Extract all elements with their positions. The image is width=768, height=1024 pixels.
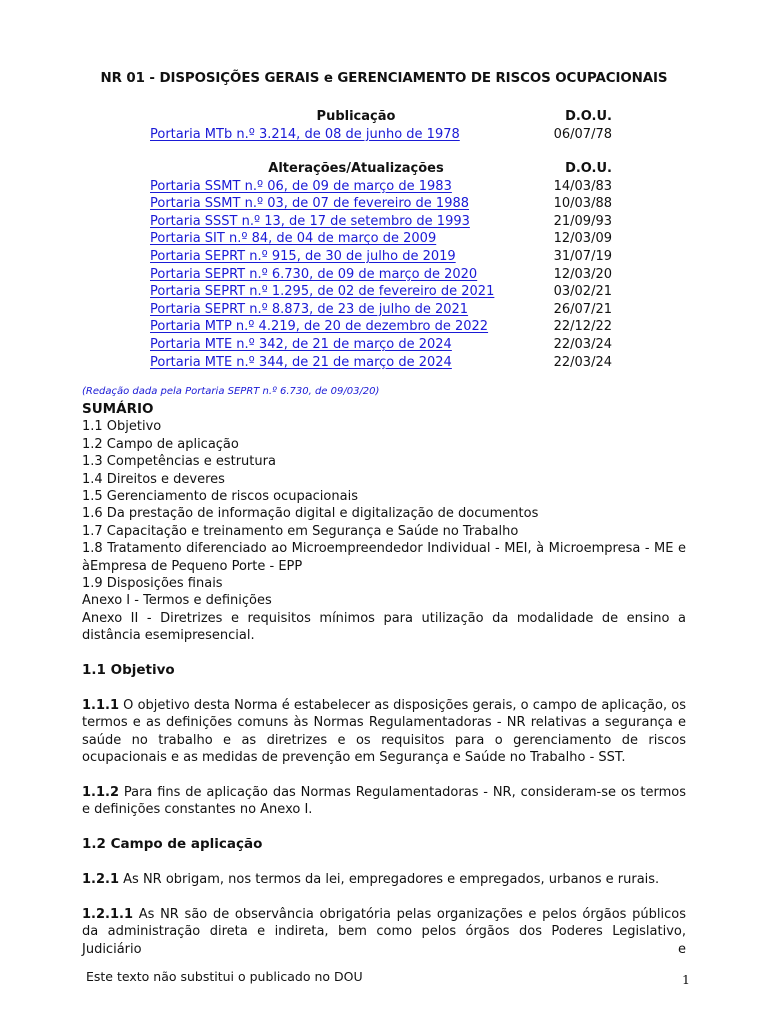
portaria-link[interactable]: Portaria MTE n.º 342, de 21 de março de 2024 [150, 336, 452, 352]
amendments-header [150, 160, 612, 178]
summary-item: 1.2 Campo de aplicação [82, 436, 239, 452]
portaria-link[interactable]: Portaria SEPRT n.º 1.295, de 02 de fevereiro de 2021 [150, 284, 495, 300]
publication-header-label: Publicação [316, 109, 396, 124]
summary-item: 1.9 Disposições finais [82, 576, 223, 592]
publication-table [150, 108, 612, 143]
amendment-row [150, 178, 612, 196]
amendments-header-label: Alterações/Atualizações [268, 161, 444, 176]
portaria-link[interactable]: Portaria SEPRT n.º 8.873, de 23 de julho de 2021 [150, 301, 469, 317]
amendment-row [150, 336, 612, 354]
amendment-row [150, 301, 612, 319]
portaria-link[interactable]: Portaria SSST n.º 13, de 17 de setembro de 1993 [150, 213, 470, 229]
document-title: NR 01 - DISPOSIÇÕES GERAIS e GERENCIAMENTO DE RISCOS OCUPACIONAIS [100, 71, 668, 86]
portaria-link[interactable]: Portaria MTE n.º 344, de 21 de março de 2024 [150, 354, 452, 370]
summary-item: 1.4 Direitos e deveres [82, 471, 225, 487]
paragraph-number: 1.2.1 [82, 871, 120, 887]
amendment-row [150, 354, 612, 372]
publication-row [150, 126, 612, 144]
dou-date: 10/03/88 [553, 196, 612, 212]
paragraph-text: As NR obrigam, nos termos da lei, empregadores e empregados, urbanos e rurais. [119, 871, 660, 887]
dou-date: 03/02/21 [553, 284, 612, 300]
summary-item: Anexo I - Termos e definições [82, 593, 272, 609]
amendment-row [150, 248, 612, 266]
paragraph-number: 1.2.1.1 [82, 906, 133, 922]
document-body [82, 401, 686, 958]
dou-date: 22/03/24 [553, 354, 612, 370]
paragraph [82, 784, 686, 819]
paragraph-number: 1.1.1 [82, 697, 120, 713]
dou-date: 31/07/19 [553, 248, 612, 264]
paragraph [82, 697, 686, 767]
portaria-link[interactable]: Portaria SSMT n.º 06, de 09 de março de 1983 [150, 178, 452, 194]
summary-item: 1.7 Capacitação e treinamento em Segurança e Saúde no Trabalho [82, 523, 519, 539]
dou-date: 22/12/22 [553, 319, 612, 335]
paragraph-text: O objetivo desta Norma é estabelecer as disposições gerais, o campo de aplicação, os termos e as definições comuns às Normas Regulamentadoras - NR relativas a segurança e saúde no trabalho e as diretrizes e os requisitos para o gerenciamento de riscos ocupacionais e as medidas de prevenção em Segurança e Saúde no Trabalho - SST. [82, 697, 686, 766]
summary-heading: SUMÁRIO [82, 401, 154, 417]
summary-item: 1.1 Objetivo [82, 419, 162, 435]
summary-item: 1.8 Tratamento diferenciado ao Microempreendedor Individual - MEI, à Microempresa - ME e àEmpresa de Pequeno Porte - EPP [82, 541, 686, 574]
publication-dou-header: D.O.U. [565, 109, 612, 124]
paragraph-text: As NR são de observância obrigatória pelas organizações e pelos órgãos públicos da administração direta e indireta, bem como pelos órgãos dos Poderes Legislativo, Judiciário e [82, 906, 686, 957]
portaria-link[interactable]: Portaria MTP n.º 4.219, de 20 de dezembro de 2022 [150, 319, 489, 335]
dou-date: 12/03/20 [553, 266, 612, 282]
dou-date: 06/07/78 [553, 126, 612, 142]
dou-date: 12/03/09 [553, 231, 612, 247]
amendment-row [150, 318, 612, 336]
portaria-link[interactable]: Portaria SSMT n.º 03, de 07 de fevereiro de 1988 [150, 196, 470, 212]
paragraph [82, 871, 686, 888]
amendments-dou-header: D.O.U. [565, 161, 612, 176]
amendments-table [150, 160, 612, 371]
redaction-note: (Redação dada pela Portaria SEPRT n.º 6.730, de 09/03/20) [82, 386, 380, 397]
dou-date: 26/07/21 [553, 301, 612, 317]
page-number: 1 [682, 972, 690, 987]
amendment-row [150, 283, 612, 301]
paragraph [82, 906, 686, 958]
amendment-row [150, 266, 612, 284]
amendment-row [150, 230, 612, 248]
dou-date: 22/03/24 [553, 336, 612, 352]
section-heading: 1.1 Objetivo [82, 662, 175, 679]
paragraph-text: Para fins de aplicação das Normas Regulamentadoras - NR, consideram-se os termos e definições constantes no Anexo I. [82, 784, 686, 818]
portaria-link[interactable]: Portaria SEPRT n.º 915, de 30 de julho de 2019 [150, 248, 456, 264]
portaria-link[interactable]: Portaria SIT n.º 84, de 04 de março de 2009 [150, 231, 437, 247]
portaria-link[interactable]: Portaria SEPRT n.º 6.730, de 09 de março de 2020 [150, 266, 478, 282]
dou-date: 14/03/83 [553, 178, 612, 194]
summary-item: 1.5 Gerenciamento de riscos ocupacionais [82, 489, 358, 505]
section-heading: 1.2 Campo de aplicação [82, 836, 263, 853]
summary-item: 1.6 Da prestação de informação digital e digitalização de documentos [82, 506, 539, 522]
footer-disclaimer: Este texto não substitui o publicado no DOU [86, 969, 363, 984]
publication-header [150, 108, 612, 126]
amendment-row [150, 213, 612, 231]
paragraph-number: 1.1.2 [82, 784, 120, 800]
portaria-link[interactable]: Portaria MTb n.º 3.214, de 08 de junho de 1978 [150, 126, 460, 142]
summary-item: Anexo II - Diretrizes e requisitos mínimos para utilização da modalidade de ensino a distância esemipresencial. [82, 610, 686, 644]
summary-item: 1.3 Competências e estrutura [82, 454, 276, 470]
amendment-row [150, 195, 612, 213]
dou-date: 21/09/93 [553, 213, 612, 229]
